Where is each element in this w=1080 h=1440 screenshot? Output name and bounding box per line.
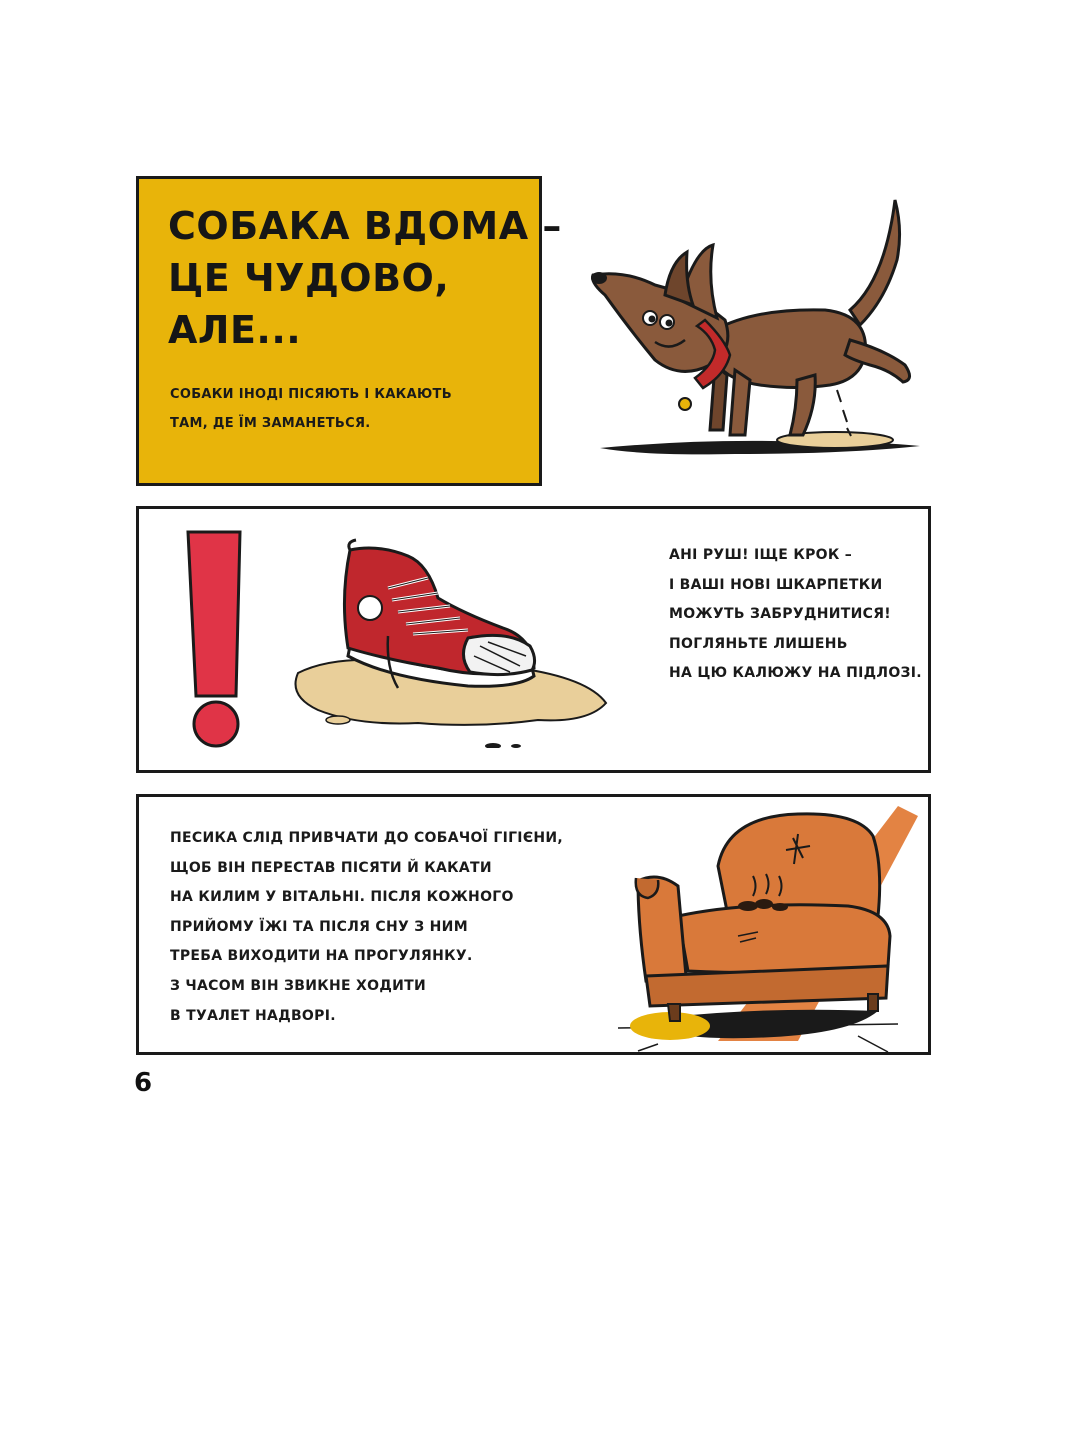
caption-line: НА КИЛИМ У ВІТАЛЬНІ. ПІСЛЯ КОЖНОГО — [170, 889, 514, 906]
caption-line: ПЕСИКА СЛІД ПРИВЧАТИ ДО СОБАЧОЇ ГІГІЄНИ, — [170, 830, 564, 846]
caption-line: ТРЕБА ВИХОДИТИ НА ПРОГУЛЯНКУ. — [170, 948, 473, 965]
caption-line: АНІ РУШ! ІЩЕ КРОК – — [669, 547, 853, 563]
training-caption — [170, 824, 563, 1031]
caption-line: В ТУАЛЕТ НАДВОРІ. — [170, 1007, 336, 1024]
caption-line: ПОГЛЯНЬТЕ ЛИШЕНЬ — [669, 635, 848, 652]
dog-illustration — [585, 190, 930, 460]
caption-line: ЩОБ ВІН ПЕРЕСТАВ ПІСЯТИ Й КАКАТИ — [170, 859, 492, 876]
page-headline — [168, 200, 562, 356]
caption-line: СОБАКИ ІНОДІ ПІСЯЮТЬ І КАКАЮТЬ — [170, 387, 452, 402]
caption-line: НА ЦЮ КАЛЮЖУ НА ПІДЛОЗІ. — [669, 665, 922, 681]
caption-line: ПРИЙОМУ ЇЖІ ТА ПІСЛЯ СНУ З НИМ — [170, 918, 468, 935]
sneaker-in-puddle-illustration — [288, 538, 610, 748]
caption-line: І ВАШІ НОВІ ШКАРПЕТКИ — [669, 576, 883, 593]
headline-line: СОБАКА ВДОМА – — [168, 204, 562, 248]
intro-caption — [170, 380, 452, 438]
headline-line: ЦЕ ЧУДОВО, — [168, 256, 450, 300]
armchair-illustration — [598, 806, 918, 1054]
exclamation-mark-icon — [180, 528, 250, 750]
caption-line: З ЧАСОМ ВІН ЗВИКНЕ ХОДИТИ — [170, 977, 426, 994]
warning-caption — [669, 541, 922, 689]
headline-line: АЛЕ... — [168, 308, 302, 352]
page-number: 6 — [134, 1068, 153, 1098]
caption-line: МОЖУТЬ ЗАБРУДНИТИСЯ! — [669, 606, 891, 622]
caption-line: ТАМ, ДЕ ЇМ ЗАМАНЕТЬСЯ. — [170, 416, 371, 431]
